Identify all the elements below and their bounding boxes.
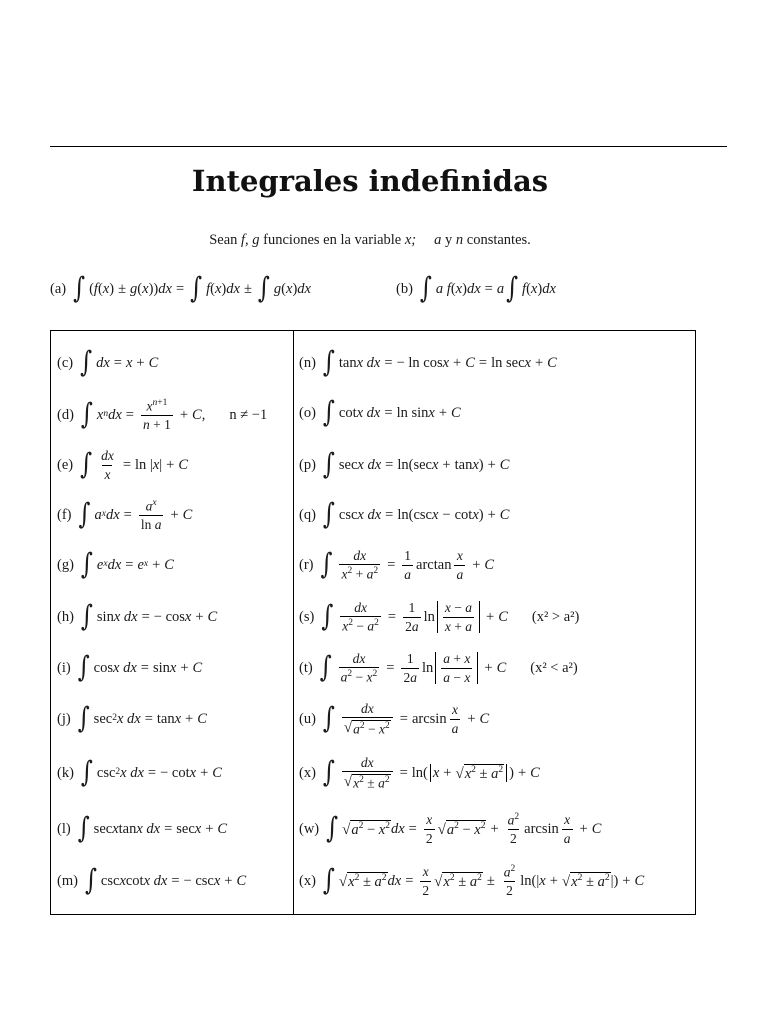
formula-k: (k) ∫ csc 2 x dx = − cot x + C bbox=[57, 756, 222, 789]
page-title: Integrales indefinidas bbox=[191, 164, 549, 198]
formula-j: (j) ∫ sec 2 x dx = tan x + C bbox=[57, 702, 207, 735]
column-divider bbox=[293, 331, 294, 914]
top-rule bbox=[50, 146, 727, 147]
formula-g: (g) ∫ e x dx = e x + C bbox=[57, 548, 174, 581]
formula-t: (t) ∫ $\frac{dx}{a^2 - x^2}$ = $\frac{1}{2a}$ ln $\frac{a + x}{a - x}$ + C (x² < a²) bbox=[299, 650, 578, 685]
formula-e: (e) ∫ $\frac{dx}{x}$ = ln | x | + C bbox=[57, 448, 189, 482]
integral-table bbox=[50, 330, 696, 915]
formula-i: (i) ∫ cos x dx = sin x + C bbox=[57, 651, 203, 684]
formula-a: (a) ∫ ( f ( x ) ± g ( x )) dx = ∫ f ( x ) dx ± ∫ g ( x ) dx bbox=[50, 272, 311, 306]
formula-p: (p) ∫ sec x dx = ln(sec x + tan x ) + C bbox=[299, 448, 510, 481]
formula-s: (s) ∫ $\frac{dx}{x^2 - a^2}$ = $\frac{1}{2a}$ ln $\frac{x - a}{x + a}$ + C (x² > a²) bbox=[299, 599, 580, 634]
formula-l: (l) ∫ sec x tan x dx = sec x + C bbox=[57, 812, 228, 845]
formula-o: (o) ∫ cot x dx = ln sin x + C bbox=[299, 396, 461, 429]
formula-h: (h) ∫ sin x dx = − cos x + C bbox=[57, 600, 218, 633]
formula-q: (q) ∫ csc x dx = ln(csc x − cot x ) + C bbox=[299, 498, 510, 531]
subtitle: Sean f, g funciones en la variable x; a y n constantes. bbox=[209, 232, 531, 248]
formula-r: (r) ∫ $\frac{dx}{x^2 + a^2}$ = $\frac{1}{a}$ arctan $\frac{x}{a}$ + C bbox=[299, 547, 495, 582]
formula-x1: (x) ∫ dx √ $x^2 \pm a^2$ = ln( x + √ $x^2 \pm a^2$ ) + C bbox=[299, 754, 540, 791]
formula-c: (c) ∫ dx = x + C bbox=[57, 346, 159, 379]
formula-n: (n) ∫ tan x dx = − ln cos x + C = ln sec x + C bbox=[299, 346, 557, 379]
formula-w: (w) ∫ √ $a^2 - x^2$ dx = $\frac{x}{2}$ √ $a^2 - x^2$ + $\frac{a^2}{2}$ arcsin $\frac{x}{a}$ + C bbox=[299, 811, 602, 846]
formula-d: (d) ∫ x n dx = $\frac{x^{n+1}}{n + 1}$ + C , n ≠ −1 bbox=[57, 397, 268, 432]
formula-u: (u) ∫ dx √ $a^2 - x^2$ = arcsin $\frac{x}{a}$ + C bbox=[299, 700, 490, 737]
formula-f: (f) ∫ a x dx = $\frac{a^x}{\text{ln a}}$ + C bbox=[57, 497, 193, 532]
linearity-rules bbox=[50, 272, 730, 318]
formula-b: (b) ∫ a f ( x ) dx = a ∫ f ( x ) dx bbox=[396, 272, 556, 306]
formula-m: (m) ∫ csc x cot x dx = − csc x + C bbox=[57, 864, 247, 897]
formula-x2: (x) ∫ √ $x^2 \pm a^2$ dx = $\frac{x}{2}$ √ $x^2 \pm a^2$ ± $\frac{a^2}{2}$ ln(| x + √ $x^2 \pm a^2$ |) + C bbox=[299, 863, 645, 898]
